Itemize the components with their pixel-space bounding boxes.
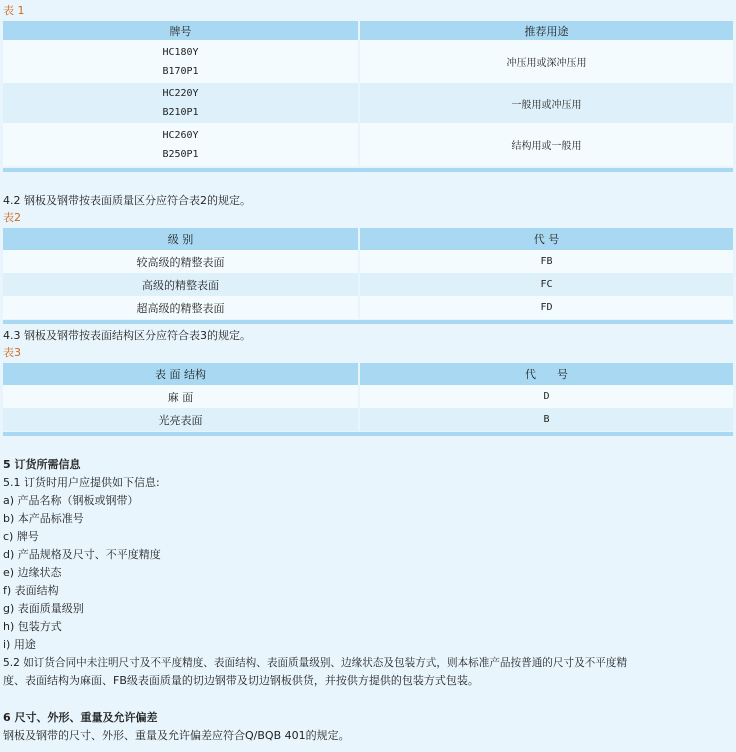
- grade-code: B210P1: [162, 107, 199, 118]
- structure-cell: 光亮表面: [3, 408, 360, 431]
- section5-heading: 5 订货所需信息: [3, 458, 81, 471]
- code-cell: FB: [360, 250, 733, 273]
- table2-header-row: [3, 228, 733, 250]
- table-row: [3, 40, 733, 83]
- paragraph-5-2-line1: 5.2 如订货合同中未注明尺寸及不平度精度、表面结构、表面质量级别、边缘状态及包装方式，则本标准产品按普通的尺寸及不平度精: [3, 657, 628, 669]
- paragraph-5-2-line2: 度、表面结构为麻面、FB级表面质量的切边钢带及切边钢板供货，并按供方提供的包装方式包装。: [3, 674, 479, 687]
- grade-code: HC220Y: [162, 88, 199, 99]
- table-row: [3, 296, 733, 319]
- use-cell: 结构用或一般用: [360, 123, 733, 166]
- structure-cell: 麻 面: [3, 385, 360, 408]
- paragraph-5-1: 5.1 订货时用户应提供如下信息:: [3, 476, 160, 489]
- use-cell: 冲压用或深冲压用: [360, 40, 733, 83]
- list-item: b) 本产品标准号: [3, 512, 84, 525]
- level-cell: 较高级的精整表面: [3, 250, 360, 273]
- grade-cell: [3, 83, 360, 123]
- table-row: [3, 123, 733, 166]
- table-row: [3, 385, 733, 408]
- paragraph-4-3: 4.3 钢板及钢带按表面结构区分应符合表3的规定。: [3, 329, 251, 342]
- table1-bottom-border: [3, 168, 733, 172]
- table-row: [3, 83, 733, 123]
- list-item: i) 用途: [3, 638, 36, 651]
- code-cell: FD: [360, 296, 733, 319]
- paragraph-4-2: 4.2 钢板及钢带按表面质量区分应符合表2的规定。: [3, 194, 251, 207]
- grade-cell: [3, 123, 360, 166]
- list-item: a) 产品名称（钢板或钢带）: [3, 494, 139, 507]
- table-row: [3, 273, 733, 296]
- table1: [3, 21, 733, 166]
- level-cell: 超高级的精整表面: [3, 296, 360, 319]
- list-item: c) 牌号: [3, 530, 39, 543]
- section6-text: 钢板及钢带的尺寸、外形、重量及允许偏差应符合Q/BQB 401的规定。: [3, 729, 350, 742]
- grade-code: B250P1: [162, 148, 199, 160]
- table3-header-row: [3, 363, 733, 385]
- level-cell: 高级的精整表面: [3, 273, 360, 296]
- code-cell: B: [360, 408, 733, 431]
- list-item: e) 边缘状态: [3, 566, 62, 579]
- table-row: [3, 408, 733, 431]
- table3-caption: 表3: [3, 346, 21, 359]
- code-cell: FC: [360, 273, 733, 296]
- table-row: [3, 250, 733, 273]
- grade-code: HC260Y: [162, 129, 199, 141]
- grade-code: B170P1: [162, 65, 199, 77]
- table3-header-structure: 表 面 结构: [3, 363, 360, 385]
- table2-bottom-border: [3, 320, 733, 324]
- section6-heading: 6 尺寸、外形、重量及允许偏差: [3, 711, 158, 724]
- table3-bottom-border: [3, 432, 733, 436]
- table2-caption: 表2: [3, 211, 21, 224]
- table2-header-code: 代 号: [360, 228, 733, 250]
- grade-cell: [3, 40, 360, 83]
- list-item: g) 表面质量级别: [3, 602, 84, 615]
- table2-header-level: 级 别: [3, 228, 360, 250]
- list-item: h) 包装方式: [3, 620, 62, 633]
- use-cell: 一般用或冲压用: [360, 83, 733, 123]
- list-item: f) 表面结构: [3, 584, 59, 597]
- code-cell: D: [360, 385, 733, 408]
- table2: [3, 228, 733, 319]
- list-item: d) 产品规格及尺寸、不平度精度: [3, 548, 161, 561]
- table1-header-grade: 牌号: [3, 21, 360, 40]
- table3-header-code: 代 号: [360, 363, 733, 385]
- table3: [3, 363, 733, 431]
- grade-code: HC180Y: [162, 46, 199, 58]
- table1-header-row: [3, 21, 733, 40]
- table1-caption: 表 1: [3, 4, 25, 17]
- table1-header-use: 推荐用途: [360, 21, 733, 40]
